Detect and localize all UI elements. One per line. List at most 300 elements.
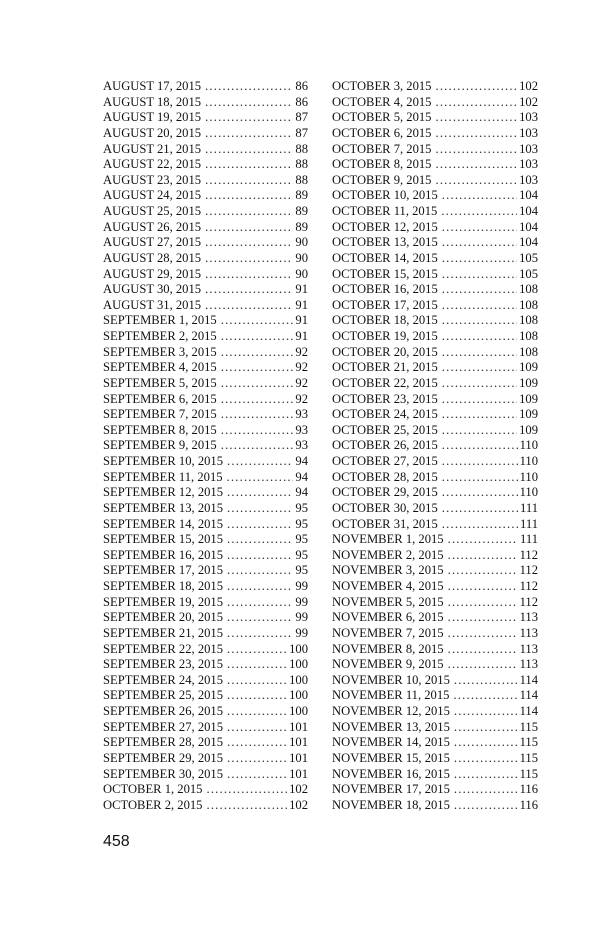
entry-date: NOVEMBER 13, 2015: [332, 719, 450, 734]
dot-leader: [205, 188, 293, 204]
dot-leader: [435, 79, 517, 95]
dot-leader: [435, 157, 517, 173]
entry-date: SEPTEMBER 29, 2015: [103, 750, 224, 765]
dot-leader: [442, 345, 517, 361]
index-entry: [103, 454, 308, 470]
index-entry: [332, 454, 538, 470]
entry-page-number: 94: [295, 469, 308, 484]
dot-leader: [205, 157, 293, 173]
entry-date: AUGUST 26, 2015: [103, 219, 202, 234]
index-entry: [103, 595, 308, 611]
entry-page-number: 100: [289, 672, 308, 687]
index-entry: [103, 673, 308, 689]
index-entry: [103, 126, 308, 142]
dot-leader: [454, 673, 518, 689]
entry-date: SEPTEMBER 23, 2015: [103, 657, 224, 672]
entry-page-number: 95: [295, 516, 308, 531]
index-entry: [103, 720, 308, 736]
entry-page-number: 108: [519, 282, 538, 297]
entry-page-number: 100: [289, 688, 308, 703]
entry-page-number: 105: [519, 266, 538, 281]
dot-leader: [435, 126, 517, 142]
dot-leader: [227, 626, 293, 642]
entry-page-number: 102: [519, 94, 538, 109]
entry-page-number: 105: [519, 250, 538, 265]
dot-leader: [205, 95, 293, 111]
index-entry: [332, 345, 538, 361]
entry-page-number: 109: [519, 360, 538, 375]
entry-date: AUGUST 30, 2015: [103, 282, 202, 297]
entry-date: AUGUST 25, 2015: [103, 204, 202, 218]
entry-page-number: 109: [519, 407, 538, 422]
entry-date: SEPTEMBER 15, 2015: [103, 532, 224, 547]
entry-page-number: 95: [295, 500, 308, 515]
entry-date: SEPTEMBER 8, 2015: [103, 422, 217, 437]
dot-leader: [448, 657, 518, 673]
dot-leader: [205, 235, 293, 251]
dot-leader: [227, 501, 293, 517]
entry-page-number: 99: [295, 579, 308, 593]
entry-page-number: 89: [295, 204, 308, 218]
dot-leader: [221, 438, 294, 454]
entry-date: AUGUST 20, 2015: [103, 125, 202, 140]
entry-date: OCTOBER 23, 2015: [332, 391, 438, 406]
dot-leader: [442, 454, 518, 470]
entry-date: OCTOBER 27, 2015: [332, 454, 438, 468]
dot-leader: [442, 376, 517, 392]
entry-date: OCTOBER 19, 2015: [332, 329, 438, 343]
dot-leader: [227, 657, 287, 673]
dot-leader: [442, 267, 517, 283]
entry-date: SEPTEMBER 19, 2015: [103, 594, 224, 609]
dot-leader: [442, 313, 517, 329]
entry-date: SEPTEMBER 1, 2015: [103, 313, 217, 328]
index-entry: [103, 251, 308, 267]
index-entry: [332, 79, 538, 95]
index-entry: [332, 720, 538, 736]
entry-page-number: 115: [519, 750, 538, 765]
entry-page-number: 100: [289, 657, 308, 672]
entry-date: SEPTEMBER 21, 2015: [103, 625, 224, 640]
entry-date: SEPTEMBER 17, 2015: [103, 563, 224, 578]
entry-date: SEPTEMBER 16, 2015: [103, 547, 224, 562]
entry-date: OCTOBER 17, 2015: [332, 297, 438, 312]
entry-page-number: 102: [289, 797, 308, 812]
entry-date: NOVEMBER 1, 2015: [332, 532, 444, 547]
index-entry: [332, 329, 538, 345]
dot-leader: [221, 392, 294, 408]
entry-date: OCTOBER 1, 2015: [103, 782, 203, 797]
index-entry: [103, 798, 308, 814]
entry-date: OCTOBER 6, 2015: [332, 125, 432, 140]
entry-date: AUGUST 24, 2015: [103, 188, 202, 203]
entry-page-number: 86: [295, 94, 308, 109]
entry-date: SEPTEMBER 24, 2015: [103, 672, 224, 687]
index-entry: [103, 767, 308, 783]
entry-page-number: 101: [289, 735, 308, 750]
index-entry: [103, 142, 308, 158]
index-entry: [332, 438, 538, 454]
entry-page-number: 93: [295, 422, 308, 437]
entry-page-number: 91: [295, 282, 308, 297]
entry-page-number: 108: [519, 344, 538, 359]
index-entry: [103, 642, 308, 658]
entry-page-number: 109: [519, 375, 538, 390]
index-entry: [103, 95, 308, 111]
dot-leader: [227, 610, 293, 626]
index-entry: [103, 751, 308, 767]
dot-leader: [442, 485, 518, 501]
index-entry: [332, 485, 538, 501]
dot-leader: [448, 532, 518, 548]
entry-page-number: 115: [519, 735, 538, 750]
entry-page-number: 115: [519, 766, 538, 781]
index-entry: [103, 188, 308, 204]
entry-date: NOVEMBER 7, 2015: [332, 625, 444, 640]
dot-leader: [227, 470, 294, 486]
entry-date: SEPTEMBER 20, 2015: [103, 610, 224, 625]
index-entry: [332, 579, 538, 595]
dot-leader: [227, 642, 287, 658]
entry-date: OCTOBER 28, 2015: [332, 469, 438, 484]
dot-leader: [454, 751, 518, 767]
entry-date: AUGUST 22, 2015: [103, 157, 202, 172]
entry-page-number: 95: [295, 532, 308, 547]
entry-date: OCTOBER 21, 2015: [332, 360, 438, 375]
entry-date: NOVEMBER 6, 2015: [332, 610, 444, 625]
entry-date: OCTOBER 13, 2015: [332, 235, 438, 250]
entry-page-number: 113: [519, 641, 538, 656]
entry-page-number: 90: [295, 266, 308, 281]
index-entry: [103, 470, 308, 486]
entry-date: OCTOBER 30, 2015: [332, 500, 438, 515]
entry-date: AUGUST 19, 2015: [103, 110, 202, 125]
entry-date: NOVEMBER 15, 2015: [332, 750, 450, 765]
entry-page-number: 89: [295, 219, 308, 234]
index-entry: [332, 220, 538, 236]
entry-date: OCTOBER 5, 2015: [332, 110, 432, 125]
entry-date: NOVEMBER 2, 2015: [332, 547, 444, 562]
entry-page-number: 110: [519, 469, 538, 484]
index-entry: [332, 626, 538, 642]
index-entry: [332, 267, 538, 283]
entry-page-number: 93: [295, 407, 308, 422]
entry-page-number: 103: [519, 110, 538, 125]
entry-date: SEPTEMBER 10, 2015: [103, 454, 224, 468]
dot-leader: [227, 563, 293, 579]
dot-leader: [227, 673, 287, 689]
dot-leader: [454, 782, 518, 798]
entry-date: SEPTEMBER 25, 2015: [103, 688, 224, 703]
entry-date: AUGUST 18, 2015: [103, 94, 202, 109]
dot-leader: [435, 173, 517, 189]
entry-page-number: 110: [519, 485, 538, 500]
index-entry: [332, 532, 538, 548]
index-entry: [332, 392, 538, 408]
entry-date: AUGUST 28, 2015: [103, 250, 202, 265]
dot-leader: [227, 454, 293, 470]
index-entry: [332, 204, 538, 220]
index-entry: [103, 501, 308, 517]
index-entry: [332, 548, 538, 564]
entry-page-number: 111: [520, 500, 538, 515]
index-entry: [103, 485, 308, 501]
entry-date: AUGUST 17, 2015: [103, 79, 202, 93]
index-entry: [332, 251, 538, 267]
entry-page-number: 108: [519, 297, 538, 312]
dot-leader: [435, 95, 517, 111]
index-entry: [332, 657, 538, 673]
dot-leader: [221, 360, 294, 376]
index-entry: [332, 563, 538, 579]
index-column-left: [103, 79, 308, 813]
entry-page-number: 116: [519, 782, 538, 797]
entry-date: SEPTEMBER 14, 2015: [103, 516, 224, 531]
entry-date: AUGUST 27, 2015: [103, 235, 202, 250]
entry-date: NOVEMBER 17, 2015: [332, 782, 450, 797]
dot-leader: [448, 563, 518, 579]
entry-page-number: 102: [289, 782, 308, 797]
entry-page-number: 110: [519, 454, 538, 468]
dot-leader: [227, 767, 287, 783]
entry-date: SEPTEMBER 30, 2015: [103, 766, 224, 781]
dot-leader: [205, 298, 293, 314]
dot-leader: [442, 235, 517, 251]
index-entry: [332, 298, 538, 314]
page-number: 458: [103, 833, 130, 850]
dot-leader: [227, 704, 287, 720]
entry-page-number: 104: [519, 188, 538, 203]
entry-page-number: 110: [519, 438, 538, 453]
entry-page-number: 99: [295, 594, 308, 609]
entry-page-number: 104: [519, 204, 538, 218]
entry-page-number: 109: [519, 422, 538, 437]
entry-page-number: 108: [519, 329, 538, 343]
entry-page-number: 101: [289, 766, 308, 781]
index-entry: [332, 595, 538, 611]
entry-page-number: 113: [519, 657, 538, 672]
entry-page-number: 86: [295, 79, 308, 93]
index-entry: [103, 392, 308, 408]
entry-page-number: 99: [295, 625, 308, 640]
entry-date: OCTOBER 24, 2015: [332, 407, 438, 422]
entry-date: SEPTEMBER 28, 2015: [103, 735, 224, 750]
entry-date: NOVEMBER 18, 2015: [332, 797, 450, 812]
entry-date: OCTOBER 31, 2015: [332, 516, 438, 531]
dot-leader: [454, 720, 518, 736]
index-entry: [332, 423, 538, 439]
entry-date: NOVEMBER 11, 2015: [332, 688, 450, 703]
dot-leader: [221, 407, 294, 423]
entry-page-number: 93: [295, 438, 308, 453]
entry-page-number: 91: [295, 297, 308, 312]
dot-leader: [205, 204, 293, 220]
index-entry: [103, 313, 308, 329]
index-entry: [103, 563, 308, 579]
index-entry: [332, 704, 538, 720]
entry-page-number: 99: [295, 610, 308, 625]
index-entry: [103, 110, 308, 126]
entry-date: SEPTEMBER 22, 2015: [103, 641, 224, 656]
entry-date: OCTOBER 9, 2015: [332, 172, 432, 187]
entry-page-number: 114: [519, 672, 538, 687]
index-entry: [103, 407, 308, 423]
entry-date: OCTOBER 18, 2015: [332, 313, 438, 328]
entry-date: OCTOBER 11, 2015: [332, 204, 438, 218]
entry-page-number: 100: [289, 641, 308, 656]
dot-leader: [227, 751, 287, 767]
entry-page-number: 114: [519, 704, 538, 718]
entry-date: OCTOBER 14, 2015: [332, 250, 438, 265]
entry-page-number: 92: [295, 375, 308, 390]
entry-date: NOVEMBER 14, 2015: [332, 735, 450, 750]
index-entry: [103, 610, 308, 626]
entry-page-number: 103: [519, 141, 538, 156]
dot-leader: [221, 345, 294, 361]
index-entry: [332, 767, 538, 783]
index-entry: [103, 329, 308, 345]
entry-date: AUGUST 29, 2015: [103, 266, 202, 281]
entry-page-number: 109: [519, 391, 538, 406]
dot-leader: [227, 688, 287, 704]
entry-date: OCTOBER 22, 2015: [332, 375, 438, 390]
entry-page-number: 92: [295, 391, 308, 406]
entry-date: OCTOBER 12, 2015: [332, 219, 438, 234]
entry-date: SEPTEMBER 18, 2015: [103, 579, 224, 593]
index-entry: [332, 126, 538, 142]
entry-date: OCTOBER 7, 2015: [332, 141, 432, 156]
entry-page-number: 115: [519, 719, 538, 734]
entry-page-number: 112: [519, 547, 538, 562]
dot-leader: [442, 282, 517, 298]
entry-date: AUGUST 31, 2015: [103, 297, 202, 312]
index-entry: [332, 188, 538, 204]
dot-leader: [442, 329, 517, 345]
entry-page-number: 95: [295, 563, 308, 578]
index-entry: [332, 642, 538, 658]
index-entry: [103, 735, 308, 751]
index-entry: [332, 798, 538, 814]
entry-date: OCTOBER 4, 2015: [332, 94, 432, 109]
index-entry: [103, 532, 308, 548]
entry-page-number: 103: [519, 125, 538, 140]
entry-date: SEPTEMBER 9, 2015: [103, 438, 217, 453]
entry-page-number: 104: [519, 235, 538, 250]
dot-leader: [448, 548, 518, 564]
index-entry: [332, 235, 538, 251]
dot-leader: [227, 720, 287, 736]
dot-leader: [442, 360, 517, 376]
dot-leader: [227, 517, 293, 533]
entry-date: SEPTEMBER 7, 2015: [103, 407, 217, 422]
entry-page-number: 102: [519, 79, 538, 93]
entry-date: OCTOBER 15, 2015: [332, 266, 438, 281]
entry-page-number: 87: [295, 125, 308, 140]
entry-date: OCTOBER 20, 2015: [332, 344, 438, 359]
entry-date: NOVEMBER 4, 2015: [332, 579, 444, 593]
index-entry: [332, 376, 538, 392]
index-entry: [332, 782, 538, 798]
entry-date: OCTOBER 16, 2015: [332, 282, 438, 297]
index-entry: [103, 782, 308, 798]
index-entry: [103, 548, 308, 564]
entry-date: SEPTEMBER 12, 2015: [103, 485, 224, 500]
entry-page-number: 103: [519, 157, 538, 172]
entry-date: NOVEMBER 3, 2015: [332, 563, 444, 578]
entry-page-number: 91: [295, 313, 308, 328]
index-entry: [332, 282, 538, 298]
entry-date: AUGUST 23, 2015: [103, 172, 202, 187]
entry-date: OCTOBER 10, 2015: [332, 188, 438, 203]
index-entry: [103, 423, 308, 439]
entry-page-number: 112: [519, 579, 538, 593]
entry-page-number: 103: [519, 172, 538, 187]
index-entry: [332, 610, 538, 626]
dot-leader: [205, 142, 293, 158]
entry-page-number: 101: [289, 750, 308, 765]
entry-page-number: 113: [519, 625, 538, 640]
entry-date: SEPTEMBER 13, 2015: [103, 500, 224, 515]
entry-date: OCTOBER 2, 2015: [103, 797, 203, 812]
entry-page-number: 95: [295, 547, 308, 562]
index-entry: [103, 204, 308, 220]
dot-leader: [442, 298, 517, 314]
index-entry: [103, 298, 308, 314]
dot-leader: [454, 704, 518, 720]
entry-date: NOVEMBER 16, 2015: [332, 766, 450, 781]
dot-leader: [205, 267, 293, 283]
entry-date: SEPTEMBER 2, 2015: [103, 329, 217, 343]
entry-date: NOVEMBER 8, 2015: [332, 641, 444, 656]
index-entry: [332, 173, 538, 189]
index-entry: [103, 345, 308, 361]
entry-page-number: 108: [519, 313, 538, 328]
index-entry: [332, 360, 538, 376]
index-entry: [103, 376, 308, 392]
dot-leader: [442, 407, 517, 423]
dot-leader: [227, 735, 287, 751]
entry-date: OCTOBER 29, 2015: [332, 485, 438, 500]
entry-date: AUGUST 21, 2015: [103, 141, 202, 156]
index-entry: [332, 735, 538, 751]
dot-leader: [435, 110, 517, 126]
entry-page-number: 89: [295, 188, 308, 203]
dot-leader: [448, 610, 518, 626]
index-entry: [103, 79, 308, 95]
index-entry: [332, 142, 538, 158]
entry-page-number: 112: [519, 563, 538, 578]
dot-leader: [205, 173, 293, 189]
index-entry: [332, 470, 538, 486]
index-entry: [332, 517, 538, 533]
index-entry: [332, 688, 538, 704]
entry-date: NOVEMBER 9, 2015: [332, 657, 444, 672]
entry-date: NOVEMBER 12, 2015: [332, 704, 450, 718]
index-entry: [103, 657, 308, 673]
dot-leader: [221, 423, 294, 439]
dot-leader: [442, 517, 518, 533]
dot-leader: [442, 501, 518, 517]
index-entry: [332, 673, 538, 689]
dot-leader: [442, 423, 517, 439]
entry-page-number: 94: [295, 485, 308, 500]
index-entry: [103, 267, 308, 283]
dot-leader: [442, 470, 518, 486]
index-column-right: [332, 79, 538, 813]
index-entry: [103, 360, 308, 376]
index-entry: [103, 220, 308, 236]
index-entry: [332, 157, 538, 173]
